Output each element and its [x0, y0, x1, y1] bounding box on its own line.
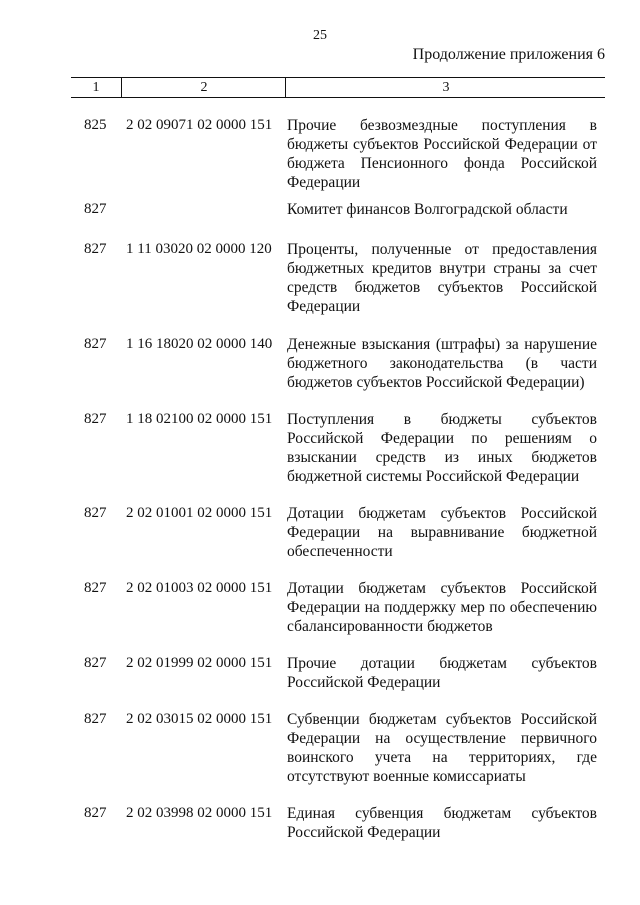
revenue-code: 2 02 03998 02 0000 151	[126, 805, 273, 821]
appendix-continuation-note: Продолжение приложения 6	[412, 46, 605, 63]
admin-code: 827	[84, 711, 107, 727]
table-column-header	[71, 77, 605, 98]
revenue-description: Комитет финансов Волгоградской области	[287, 201, 568, 218]
table-row	[0, 116, 640, 192]
column-header-1: 1	[92, 80, 100, 95]
table-row	[0, 504, 640, 561]
admin-code: 827	[84, 805, 107, 821]
table-body	[0, 116, 640, 842]
admin-code: 827	[84, 201, 107, 217]
revenue-description: Дотации бюджетам субъектов Российской Федерации на выравнивание бюджетной обеспеченности	[287, 505, 597, 560]
revenue-description: Единая субвенция бюджетам субъектов Российской Федерации	[287, 805, 597, 841]
table-row	[0, 579, 640, 636]
table-row	[0, 335, 640, 392]
revenue-description: Субвенции бюджетам субъектов Российской Федерации на осуществление первичного воинского учета на территориях, где отсутствуют военные комиссариаты	[287, 711, 597, 785]
admin-code: 825	[84, 117, 107, 133]
admin-code: 827	[84, 411, 107, 427]
admin-code: 827	[84, 241, 107, 257]
revenue-description: Поступления в бюджеты субъектов Российской Федерации по решениям о взыскании средств из иных бюджетов бюджетной системы Российской Федерации	[287, 411, 597, 485]
table-row	[0, 804, 640, 842]
revenue-code: 1 18 02100 02 0000 151	[126, 411, 273, 427]
revenue-code: 1 11 03020 02 0000 120	[126, 241, 272, 257]
table-row	[0, 200, 640, 219]
revenue-code: 2 02 01001 02 0000 151	[126, 505, 273, 521]
revenue-code: 2 02 03015 02 0000 151	[126, 711, 273, 727]
revenue-code: 2 02 09071 02 0000 151	[126, 117, 273, 133]
revenue-description: Денежные взыскания (штрафы) за нарушение бюджетного законодательства (в части бюджетов субъектов Российской Федерации)	[287, 336, 597, 391]
revenue-description: Дотации бюджетам субъектов Российской Федерации на поддержку мер по обеспечению сбалансированности бюджетов	[287, 580, 597, 635]
revenue-description: Проценты, полученные от предоставления бюджетных кредитов внутри страны за счет средств бюджетов субъектов Российской Федерации	[287, 241, 597, 315]
page-number: 25	[313, 28, 327, 43]
admin-code: 827	[84, 505, 107, 521]
revenue-description: Прочие дотации бюджетам субъектов Российской Федерации	[287, 655, 597, 691]
admin-code: 827	[84, 336, 107, 352]
revenue-description: Прочие безвозмездные поступления в бюджеты субъектов Российской Федерации от бюджета Пенсионного фонда Российской Федерации	[287, 117, 597, 191]
table-row	[0, 710, 640, 786]
admin-code: 827	[84, 580, 107, 596]
revenue-code: 2 02 01003 02 0000 151	[126, 580, 273, 596]
revenue-code: 2 02 01999 02 0000 151	[126, 655, 273, 671]
column-header-3: 3	[285, 78, 606, 97]
admin-code: 827	[84, 655, 107, 671]
column-header-2: 2	[121, 78, 286, 97]
table-row	[0, 240, 640, 316]
table-row	[0, 410, 640, 486]
revenue-code: 1 16 18020 02 0000 140	[126, 336, 273, 352]
table-row	[0, 654, 640, 692]
